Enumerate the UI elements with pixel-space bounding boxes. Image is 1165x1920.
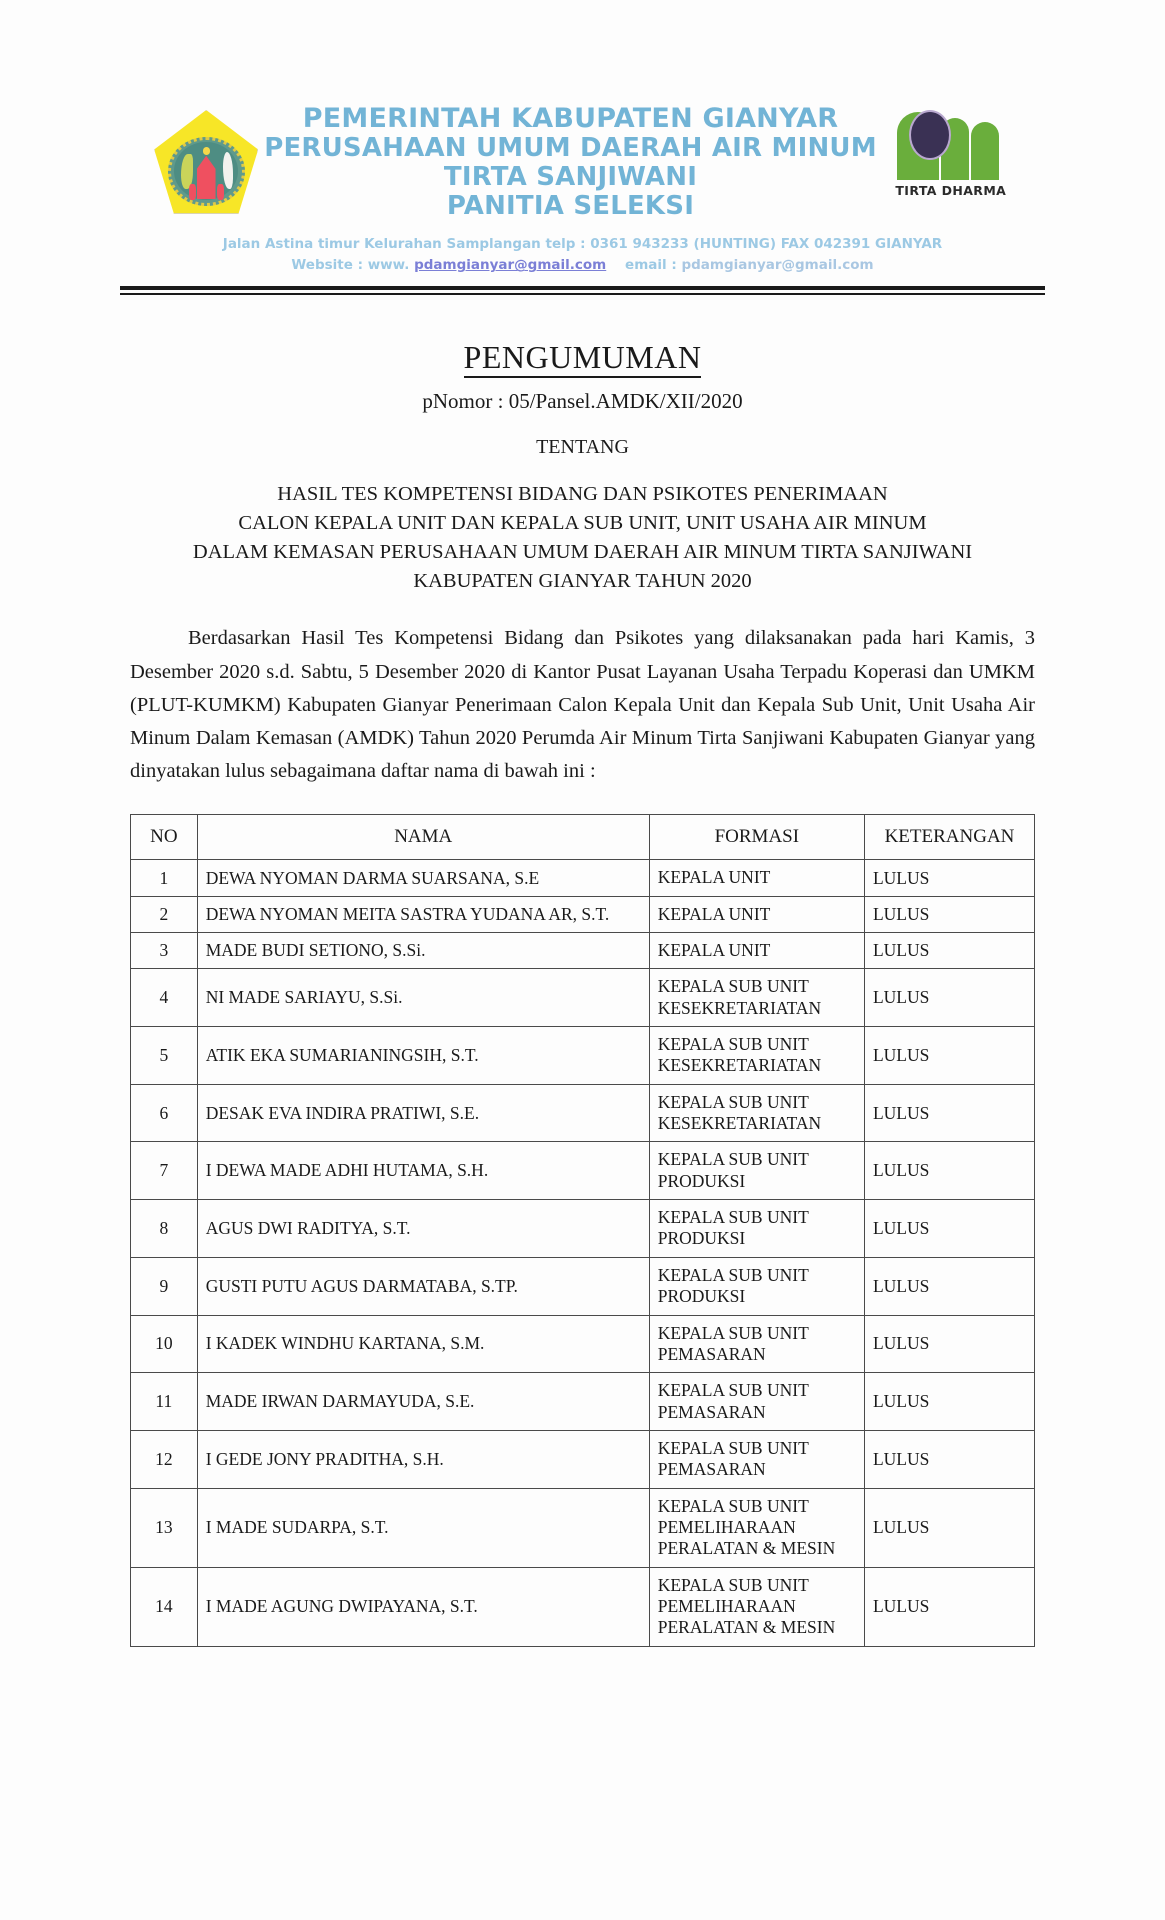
cell-no: 8 — [131, 1200, 198, 1258]
cell-nama: I MADE AGUNG DWIPAYANA, S.T. — [197, 1567, 649, 1646]
column-header-formasi: FORMASI — [649, 815, 864, 860]
cell-formasi: KEPALA SUB UNIT KESEKRETARIATAN — [649, 1027, 864, 1085]
document-paragraph: Berdasarkan Hasil Tes Kompetensi Bidang dan Psikotes yang dilaksanakan pada hari Kamis, 3 Desember 2020 s.d. Sabtu, 5 Desember 2020 di Kantor Pusat Layanan Usaha Terpadu Koperasi dan UMKM (PLUT-KUMKM) Kabupaten Gianyar Penerimaan Calon Kepala Unit dan Kepala Sub Unit, Unit Usaha Air Minum Dalam Kemasan (AMDK) Tahun 2020 Perumda Air Minum Tirta Sanjiwani Kabupaten Gianyar yang dinyatakan lulus sebagaimana daftar nama di bawah ini : — [130, 627, 1035, 783]
table-header-row — [131, 815, 1035, 860]
cell-keterangan: LULUS — [864, 1027, 1034, 1085]
cell-no: 9 — [131, 1257, 198, 1315]
cell-nama: ATIK EKA SUMARIANINGSIH, S.T. — [197, 1027, 649, 1085]
cell-no: 12 — [131, 1430, 198, 1488]
table-row — [131, 1567, 1035, 1646]
letterhead — [0, 0, 1165, 295]
document-number: pNomor : 05/Pansel.AMDK/XII/2020 — [422, 388, 743, 413]
column-header-keterangan: KETERANGAN — [864, 815, 1034, 860]
results-table-wrapper — [130, 814, 1035, 1646]
cell-formasi: KEPALA SUB UNIT PEMELIHARAAN PERALATAN & MESIN — [649, 1567, 864, 1646]
cell-nama: I KADEK WINDHU KARTANA, S.M. — [197, 1315, 649, 1373]
table-row — [131, 969, 1035, 1027]
website-label: Website : www. — [291, 257, 410, 274]
table-row — [131, 933, 1035, 969]
cell-formasi: KEPALA SUB UNIT PRODUKSI — [649, 1200, 864, 1258]
subject-line: DALAM KEMASAN PERUSAHAAN UMUM DAERAH AIR MINUM TIRTA SANJIWANI — [192, 541, 973, 564]
logo-arch-3 — [971, 122, 999, 180]
table-row — [131, 1200, 1035, 1258]
cell-formasi: KEPALA SUB UNIT KESEKRETARIATAN — [649, 969, 864, 1027]
cell-formasi: KEPALA SUB UNIT KESEKRETARIATAN — [649, 1084, 864, 1142]
tirta-dharma-caption: TIRTA DHARMA — [895, 183, 1007, 198]
crest-right-ornament — [217, 184, 224, 201]
cell-keterangan: LULUS — [864, 860, 1034, 896]
cell-keterangan: LULUS — [864, 969, 1034, 1027]
subject-line: HASIL TES KOMPETENSI BIDANG DAN PSIKOTES PENERIMAAN — [277, 482, 888, 505]
cell-nama: DEWA NYOMAN DARMA SUARSANA, S.E — [197, 860, 649, 896]
document-body — [0, 339, 1165, 1647]
cell-no: 3 — [131, 933, 198, 969]
cell-no: 11 — [131, 1373, 198, 1431]
cell-formasi: KEPALA SUB UNIT PEMASARAN — [649, 1373, 864, 1431]
cell-no: 13 — [131, 1488, 198, 1567]
cell-no: 5 — [131, 1027, 198, 1085]
cell-formasi: KEPALA UNIT — [649, 933, 864, 969]
letterhead-divider — [120, 286, 1045, 295]
cell-formasi: KEPALA SUB UNIT PEMASARAN — [649, 1315, 864, 1373]
table-row — [131, 1430, 1035, 1488]
letterhead-line-3: TIRTA SANJIWANI — [443, 162, 698, 193]
cell-formasi: KEPALA SUB UNIT PEMELIHARAAN PERALATAN & MESIN — [649, 1488, 864, 1567]
results-table — [130, 814, 1035, 1646]
cell-formasi: KEPALA UNIT — [649, 896, 864, 932]
cell-keterangan: LULUS — [864, 1488, 1034, 1567]
letterhead-web-email-line — [120, 255, 1045, 276]
cell-no: 1 — [131, 860, 198, 896]
cell-nama: MADE BUDI SETIONO, S.Si. — [197, 933, 649, 969]
document-tentang-label: TENTANG — [536, 435, 629, 458]
letterhead-line-4: PANITIA SELEKSI — [446, 191, 695, 222]
cell-nama: DESAK EVA INDIRA PRATIWI, S.E. — [197, 1084, 649, 1142]
column-header-no: NO — [131, 815, 198, 860]
table-row — [131, 1084, 1035, 1142]
cell-formasi: KEPALA SUB UNIT PEMASARAN — [649, 1430, 864, 1488]
table-row — [131, 1257, 1035, 1315]
crest-left-ornament — [189, 184, 196, 201]
cell-nama: I DEWA MADE ADHI HUTAMA, S.H. — [197, 1142, 649, 1200]
column-header-nama: NAMA — [197, 815, 649, 860]
table-row — [131, 1488, 1035, 1567]
cell-nama: GUSTI PUTU AGUS DARMATABA, S.TP. — [197, 1257, 649, 1315]
cell-nama: I GEDE JONY PRADITHA, S.H. — [197, 1430, 649, 1488]
divider-thick-rule — [120, 286, 1045, 290]
cell-keterangan: LULUS — [864, 896, 1034, 932]
cell-keterangan: LULUS — [864, 1257, 1034, 1315]
table-row — [131, 1373, 1035, 1431]
cell-keterangan: LULUS — [864, 1373, 1034, 1431]
document-subject — [130, 480, 1035, 596]
cell-nama: DEWA NYOMAN MEITA SASTRA YUDANA AR, S.T. — [197, 896, 649, 932]
cell-keterangan: LULUS — [864, 1430, 1034, 1488]
table-row — [131, 1027, 1035, 1085]
results-table-head — [131, 815, 1035, 860]
subject-line: CALON KEPALA UNIT DAN KEPALA SUB UNIT, UNIT USAHA AIR MINUM — [238, 512, 927, 535]
tirta-dharma-mark-icon — [895, 108, 1007, 180]
logo-droplet-oval-icon — [909, 110, 951, 160]
letterhead-contact — [0, 234, 1165, 277]
table-row — [131, 1315, 1035, 1373]
cell-no: 10 — [131, 1315, 198, 1373]
gianyar-crest-icon — [154, 110, 258, 214]
table-row — [131, 1142, 1035, 1200]
subject-line: KABUPATEN GIANYAR TAHUN 2020 — [413, 570, 752, 593]
cell-no: 2 — [131, 896, 198, 932]
cell-nama: AGUS DWI RADITYA, S.T. — [197, 1200, 649, 1258]
cell-keterangan: LULUS — [864, 1567, 1034, 1646]
letterhead-titles — [264, 100, 877, 222]
cell-keterangan: LULUS — [864, 933, 1034, 969]
cell-nama: NI MADE SARIAYU, S.Si. — [197, 969, 649, 1027]
page-title-text: PENGUMUMAN — [464, 339, 702, 378]
cell-formasi: KEPALA SUB UNIT PRODUKSI — [649, 1257, 864, 1315]
results-table-body — [131, 860, 1035, 1646]
cell-formasi: KEPALA UNIT — [649, 860, 864, 896]
divider-thin-rule — [120, 293, 1045, 295]
cell-nama: MADE IRWAN DARMAYUDA, S.E. — [197, 1373, 649, 1431]
cell-keterangan: LULUS — [864, 1142, 1034, 1200]
letterhead-line-1: PEMERINTAH KABUPATEN GIANYAR — [302, 103, 839, 134]
cell-keterangan: LULUS — [864, 1200, 1034, 1258]
letterhead-address: Jalan Astina timur Kelurahan Samplangan telp : 0361 943233 (HUNTING) FAX 042391 GIANYAR — [222, 235, 943, 252]
cell-no: 4 — [131, 969, 198, 1027]
table-row — [131, 860, 1035, 896]
letterhead-line-2: PERUSAHAAN UMUM DAERAH AIR MINUM — [264, 133, 877, 164]
tirta-dharma-logo — [891, 108, 1011, 198]
cell-keterangan: LULUS — [864, 1084, 1034, 1142]
cell-formasi: KEPALA SUB UNIT PRODUKSI — [649, 1142, 864, 1200]
table-row — [131, 896, 1035, 932]
cell-no: 6 — [131, 1084, 198, 1142]
website-link[interactable]: pdamgianyar@gmail.com — [414, 257, 607, 274]
crest-sun-icon — [203, 147, 210, 154]
cell-no: 7 — [131, 1142, 198, 1200]
email-value: pdamgianyar@gmail.com — [681, 257, 874, 274]
email-label: email : — [625, 257, 677, 274]
page-title — [130, 339, 1035, 376]
cell-no: 14 — [131, 1567, 198, 1646]
cell-keterangan: LULUS — [864, 1315, 1034, 1373]
cell-nama: I MADE SUDARPA, S.T. — [197, 1488, 649, 1567]
